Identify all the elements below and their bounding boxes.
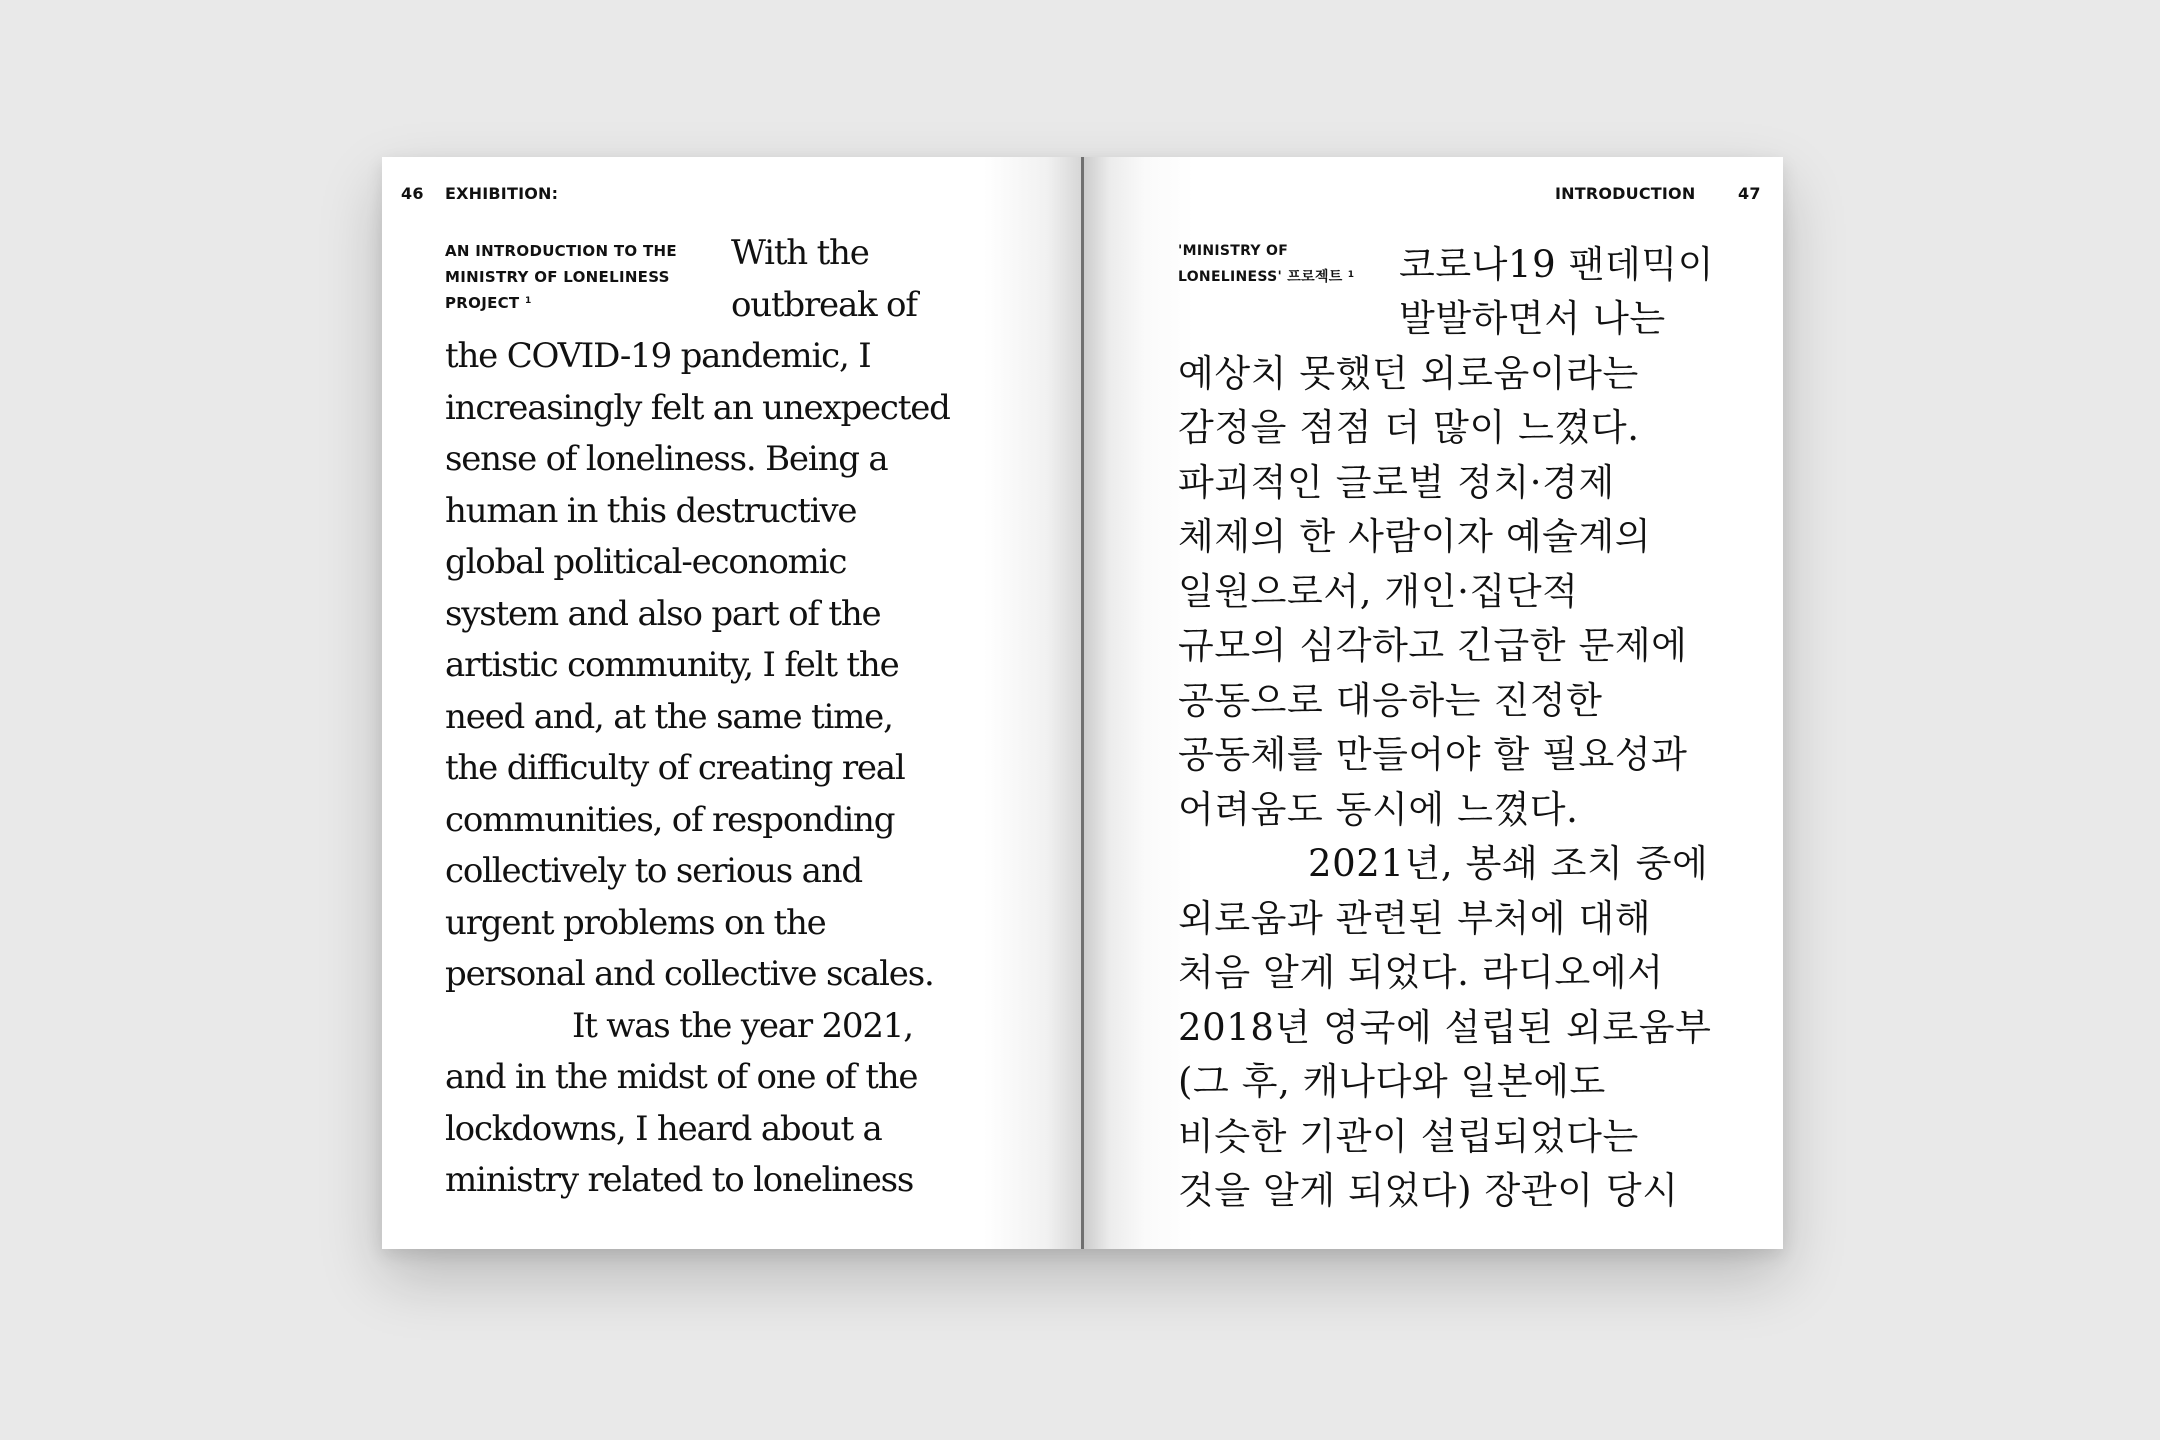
text-line: increasingly felt an unexpected [445, 388, 950, 428]
text-line: 공동체를 만들어야 할 필요성과 [1178, 733, 1688, 776]
left-sidenote [445, 238, 715, 316]
text-line: 예상치 못했던 외로움이라는 [1178, 352, 1639, 395]
right-sidenote [1178, 238, 1398, 290]
text-line: It was the year 2021, [572, 1006, 913, 1046]
text-line: 체제의 한 사람이자 예술계의 [1178, 515, 1652, 558]
text-line: communities, of responding [445, 800, 895, 840]
text-line: artistic community, I felt the [445, 645, 899, 685]
text-line: need and, at the same time, [445, 697, 893, 737]
text-line: 파괴적인 글로벌 정치·경제 [1178, 461, 1615, 504]
book-gutter [1081, 157, 1084, 1249]
left-running-head: EXHIBITION: [445, 184, 559, 203]
text-line: 코로나19 팬데믹이 [1399, 243, 1715, 286]
text-line: global political-economic [445, 542, 847, 582]
text-line: lockdowns, I heard about a [445, 1109, 882, 1149]
text-line: 규모의 심각하고 긴급한 문제에 [1178, 624, 1688, 667]
right-page [1082, 157, 1783, 1249]
text-line: 감정을 점점 더 많이 느꼈다. [1178, 406, 1640, 449]
text-line: and in the midst of one of the [445, 1057, 918, 1097]
text-line: 것을 알게 되었다) 장관이 당시 [1178, 1169, 1679, 1212]
text-line: 일원으로서, 개인·집단적 [1178, 570, 1579, 613]
text-line: 2018년 영국에 설립된 외로움부 [1178, 1006, 1712, 1049]
text-line: the difficulty of creating real [445, 748, 905, 788]
text-line: 외로움과 관련된 부처에 대해 [1178, 897, 1652, 940]
text-line: 2021년, 봉쇄 조치 중에 [1308, 842, 1709, 885]
text-line: the COVID-19 pandemic, I [445, 336, 871, 376]
text-line: urgent problems on the [445, 903, 826, 943]
right-running-head: INTRODUCTION [1555, 184, 1696, 203]
left-page-number: 46 [401, 184, 424, 203]
text-line: With the [731, 233, 869, 273]
text-line: 처음 알게 되었다. 라디오에서 [1178, 951, 1664, 994]
text-line: outbreak of [731, 285, 917, 325]
text-line: system and also part of the [445, 594, 881, 634]
text-line: 어려움도 동시에 느꼈다. [1178, 788, 1579, 831]
text-line: ministry related to loneliness [445, 1160, 914, 1200]
text-line: personal and collective scales. [445, 954, 934, 994]
text-line: 비슷한 기관이 설립되었다는 [1178, 1115, 1639, 1158]
text-line: sense of loneliness. Being a [445, 439, 888, 479]
right-page-number: 47 [1738, 184, 1761, 203]
right-sidenote-footnote: 1 [1347, 270, 1355, 280]
book-spread [382, 157, 1783, 1249]
left-page [382, 157, 1082, 1249]
right-sidenote-text: 'MINISTRY OF LONELINESS' 프로젝트 [1178, 243, 1343, 285]
left-sidenote-text: AN INTRODUCTION TO THE MINISTRY OF LONELINESS PROJECT [445, 242, 677, 312]
text-line: 발발하면서 나는 [1399, 297, 1666, 340]
left-sidenote-footnote: 1 [525, 296, 532, 306]
text-line: collectively to serious and [445, 851, 862, 891]
text-line: 공동으로 대응하는 진정한 [1178, 679, 1603, 722]
text-line: human in this destructive [445, 491, 857, 531]
text-line: (그 후, 캐나다와 일본에도 [1178, 1060, 1606, 1103]
